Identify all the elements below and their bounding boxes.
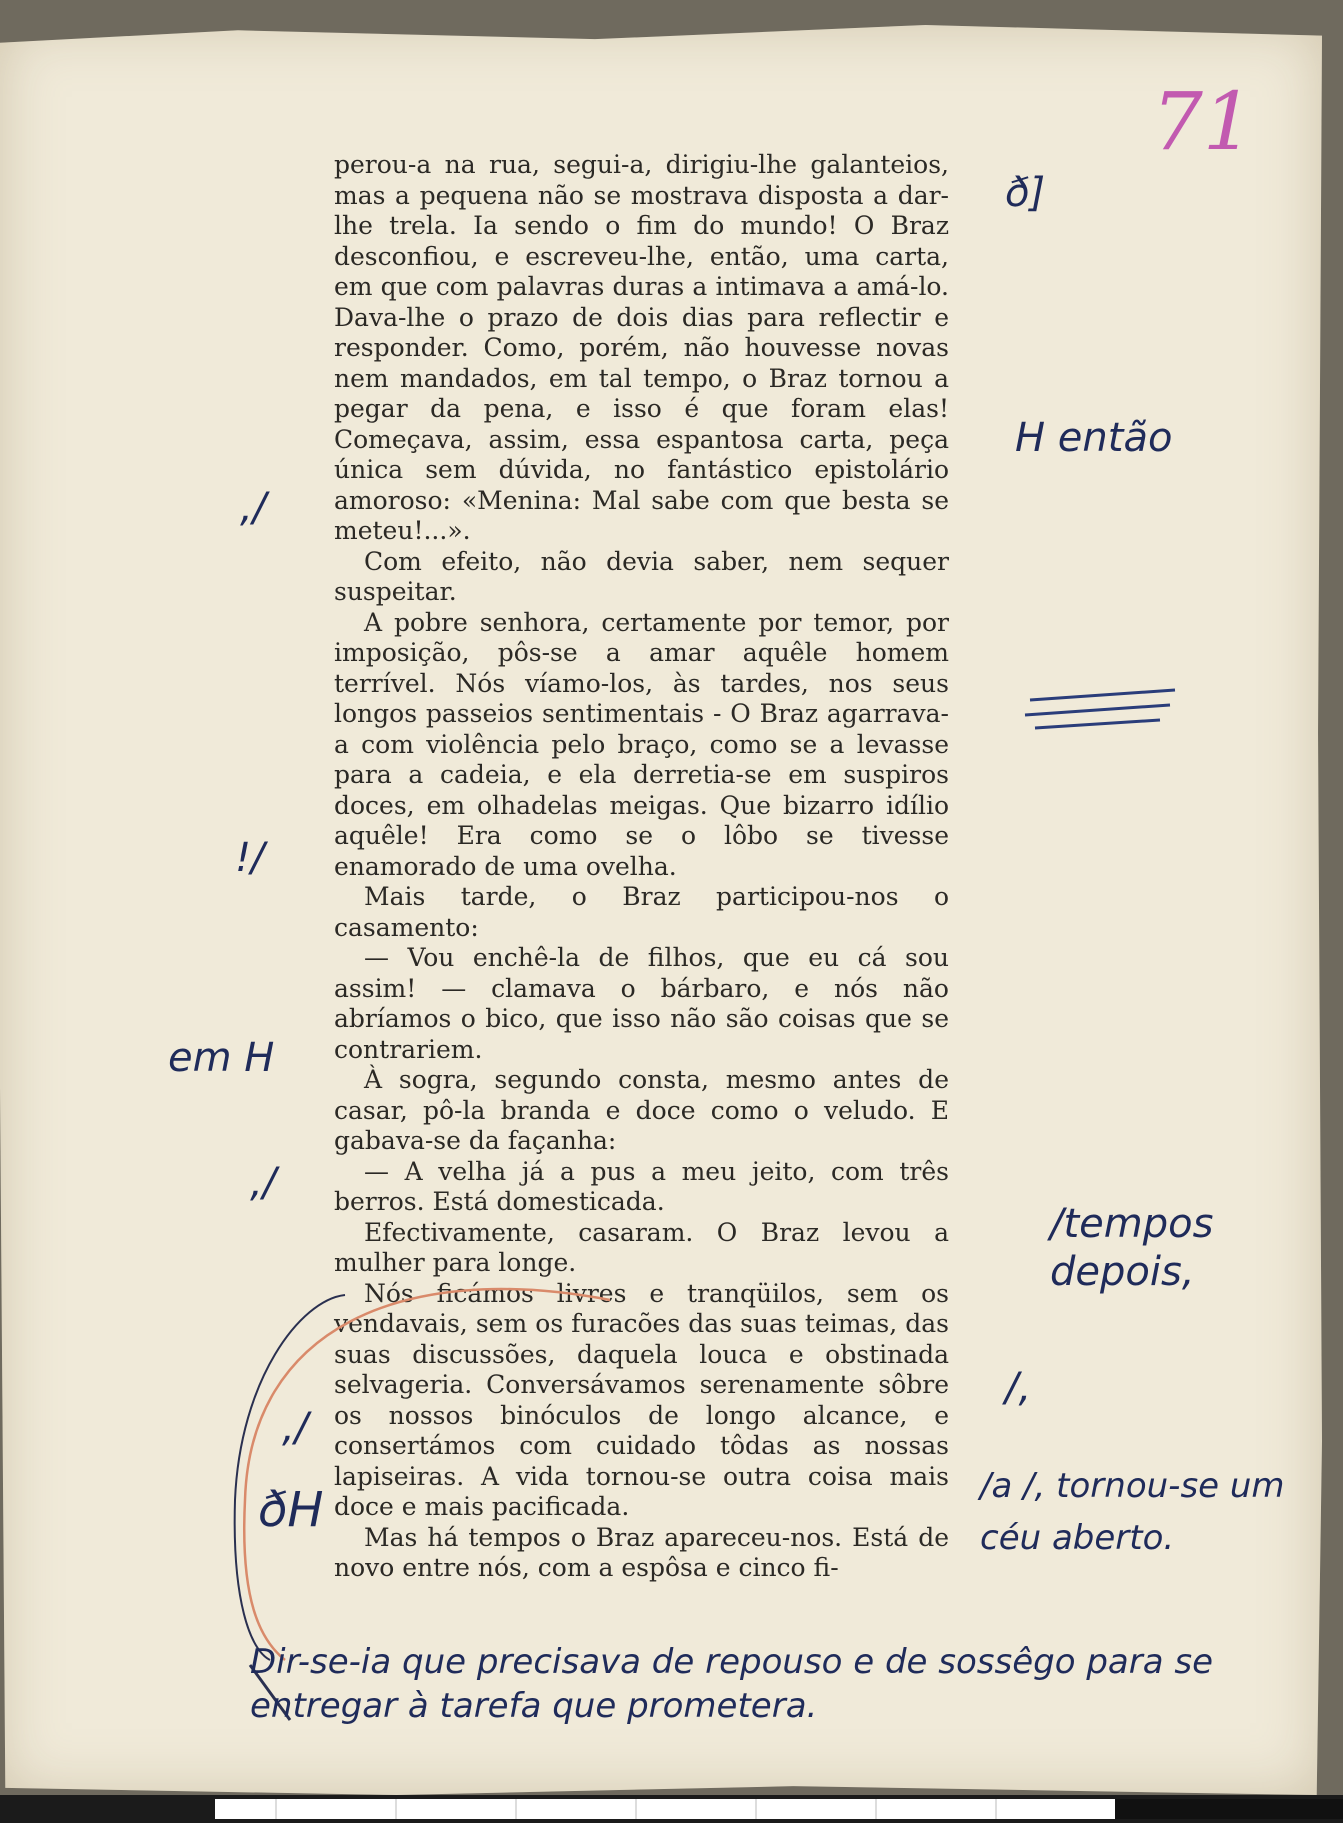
paragraph: Efectivamente, casaram. O Braz levou a mulher para longe. xyxy=(334,1217,949,1277)
paragraph: Mas há tempos o Braz apareceu-nos. Está de novo entre nós, com a espôsa e cinco fi- xyxy=(334,1522,949,1582)
scan-scale-strip xyxy=(0,1795,1343,1823)
margin-note-left: em H xyxy=(168,1035,275,1081)
paragraph: Nós ficámos livres e tranqüilos, sem os vendavais, sem os furacões das suas teimas, das suas discussões, daquela louca e obstinada selvageria. Conversávamos serenamente sôbre os nossos binóculos de longo alcance, e consertámos com cuidado tôdas as nossas lapiseiras. A vida tornou-se outra coisa mais doce e mais pacificada. xyxy=(334,1278,949,1521)
margin-note-left: ðH xyxy=(258,1482,324,1538)
scale-block xyxy=(1115,1799,1343,1819)
margin-note-right: /a /, tornou-se um céu aberto. xyxy=(980,1466,1285,1558)
margin-note-right: ð] xyxy=(1005,170,1046,216)
page-number: 71 xyxy=(1152,75,1254,168)
paragraph: perou-a na rua, segui-a, dirigiu-lhe galanteios, mas a pequena não se mostrava disposta a dar-lhe trela. Ia sendo o fim do mundo! O Braz desconfiou, e escreveu-lhe, então, uma carta, em que com palavras duras a intimava a amá-lo. Dava-lhe o prazo de dois dias para reflectir e responder. Como, porém, não houvesse novas nem mandados, em tal tempo, o Braz tornou a pegar da pena, e isso é que foram elas! Começava, assim, essa espantosa carta, peça única sem dúvida, no fantástico epistolário amoroso: «Menina: Mal sabe com que besta se meteu!...». xyxy=(334,150,949,545)
margin-note-right: /, xyxy=(1005,1365,1032,1411)
paragraph: Com efeito, não devia saber, nem sequer suspeitar. xyxy=(334,546,949,606)
margin-note-left: !/ xyxy=(235,835,265,881)
paragraph: A pobre senhora, certamente por temor, por imposição, pôs-se a amar aquêle homem terrível. Nós víamo-los, às tardes, nos seus longos passeios sentimentais - O Braz agarrava-a com violência pelo braço, como se a levasse para a cadeia, e ela derretia-se em suspiros doces, em olhadelas meigas. Que bizarro idílio aquêle! Era como se o lôbo se tivesse enamorado de uma ovelha. xyxy=(334,607,949,881)
margin-note-left: ,/ xyxy=(240,485,267,531)
paragraph: — A velha já a pus a meu jeito, com três berros. Está domesticada. xyxy=(334,1156,949,1216)
bottom-handwritten-note: Dir-se-ia que precisava de repouso e de sossêgo para se entregar à tarefa que prometera. xyxy=(250,1642,1214,1726)
paragraph: À sogra, segundo consta, mesmo antes de casar, pô-la branda e doce como o veludo. E gabava-se da façanha: xyxy=(334,1065,949,1155)
paragraph: Mais tarde, o Braz participou-nos o casamento: xyxy=(334,882,949,942)
paragraph: — Vou enchê-la de filhos, que eu cá sou assim! — clamava o bárbaro, e nós não abríamos o bico, que isso não são coisas que se contrariem. xyxy=(334,943,949,1064)
margin-note-left: ,/ xyxy=(282,1405,309,1451)
color-scale xyxy=(215,1799,1115,1819)
margin-note-left: ,/ xyxy=(250,1160,277,1206)
insertion-line xyxy=(244,1289,610,1660)
scribble-mark xyxy=(1025,690,1175,728)
margin-note-right: /tempos depois, xyxy=(1050,1201,1214,1295)
margin-note-right: H então xyxy=(1015,415,1173,461)
